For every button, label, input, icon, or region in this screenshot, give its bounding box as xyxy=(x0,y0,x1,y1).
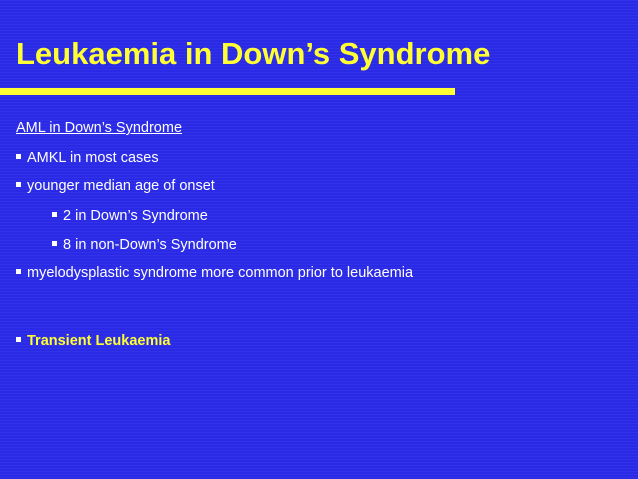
sub-bullet-item xyxy=(52,236,237,254)
square-bullet-icon xyxy=(16,154,21,159)
highlighted-bullet-text: Transient Leukaemia xyxy=(27,333,171,349)
bullet-item xyxy=(16,149,159,167)
sub-bullet-text: 8 in non-Down’s Syndrome xyxy=(63,237,237,253)
square-bullet-icon xyxy=(52,212,57,217)
sub-bullet-text: 2 in Down’s Syndrome xyxy=(63,208,208,224)
square-bullet-icon xyxy=(16,337,21,342)
title-underline-rule xyxy=(0,88,455,95)
bullet-item xyxy=(16,264,413,282)
bullet-text: myelodysplastic syndrome more common prior to leukaemia xyxy=(27,265,414,281)
highlighted-bullet-item xyxy=(16,332,170,350)
bullet-item xyxy=(16,177,215,195)
slide-title: Leukaemia in Down’s Syndrome xyxy=(16,36,491,71)
section-heading: AML in Down’s Syndrome xyxy=(16,120,183,136)
square-bullet-icon xyxy=(52,241,57,246)
square-bullet-icon xyxy=(16,182,21,187)
bullet-text: AMKL in most cases xyxy=(27,150,159,166)
bullet-text: younger median age of onset xyxy=(27,178,215,194)
sub-bullet-item xyxy=(52,207,208,225)
square-bullet-icon xyxy=(16,269,21,274)
